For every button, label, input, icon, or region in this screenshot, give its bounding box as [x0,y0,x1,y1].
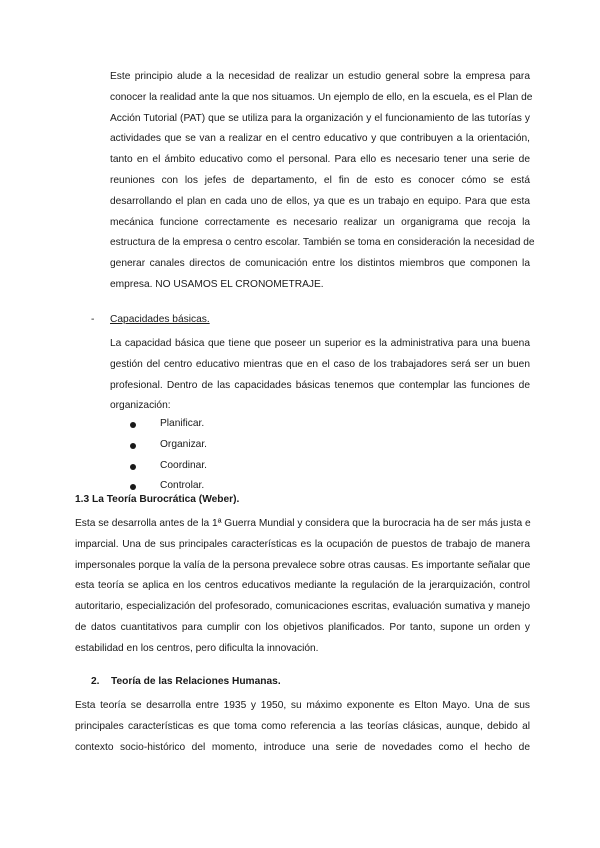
list-item-label: Coordinar. [160,459,208,471]
bullet-dot-icon [130,484,136,490]
text-line: impersonales porque la valía de la persona prevalece sobre otras causas. Es importante señalar que [75,559,531,571]
intro-paragraph [110,67,535,296]
section-1-3-heading: 1.3 La Teoría Burocrática (Weber). [75,494,240,505]
text-line: tanto en el ámbito educativo como el personal. Para ello es necesario tener una serie de [110,154,530,166]
text-line: reuniones con los jefes de departamento, el fin de esto es conocer cómo se está [110,174,530,186]
capacidades-paragraph [110,334,530,417]
text-line: empresa. NO USAMOS EL CRONOMETRAJE. [110,278,324,290]
section-title: Teoría de las Relaciones Humanas. [111,676,281,687]
text-line: Esta se desarrolla antes de la 1ª Guerra Mundial y considera que la burocracia ha de ser más justa e [75,518,531,529]
text-line: Acción Tutorial (PAT) que se utiliza para la organización y el funcionamiento de las tutorías y [110,112,530,124]
text-line: estabilidad en los centros, pero dificulta la innovación. [75,642,319,654]
capacidades-heading: Capacidades básicas. [110,314,210,325]
text-line: actividades que se van a realizar en el centro educativo y que contribuyen a la orientación, [110,133,530,145]
section-number: 2. [91,676,100,687]
text-line: autoritario, especialización del profesorado, comunicaciones escritas, evaluación sumativa y manejo [75,601,530,613]
section-2-paragraph [75,696,530,758]
list-item [130,414,207,435]
section-1-3-paragraph [75,514,530,660]
text-line: Este principio alude a la necesidad de realizar un estudio general sobre la empresa para [110,71,530,82]
bullet-dot-icon [130,443,136,449]
text-line: profesional. Dentro de las capacidades básicas tenemos que contemplar las funciones de [110,379,530,391]
text-line: desarrollando el plan en cada uno de ellos, ya que es un trabajo en equipo. Para que esta [110,195,530,207]
text-line: imparcial. Una de sus principales características es la ocupación de puestos de trabajo de manera [75,538,530,550]
bullet-dot-icon [130,464,136,470]
list-item [130,435,207,456]
text-line: principales características es que toma como referencia a las teorías clásicas, aunque, debido al [75,720,530,732]
text-line: conocer la realidad ante la que nos situamos. Un ejemplo de ello, en la escuela, es el Plan de [110,91,533,103]
text-line: de datos cuantitativos para cumplir con los objetivos planificados. Por tanto, supone un orden y [75,621,530,633]
functions-list [130,414,207,497]
list-item [130,456,207,477]
list-item-label: Controlar. [160,480,205,492]
text-line: mecánica funcione correctamente es necesario realizar un organigrama que recoja la [110,216,530,228]
dash-bullet: - [91,314,95,325]
section-2-heading [91,676,281,687]
list-item-label: Planificar. [160,418,205,429]
text-line: esta teoría se aplica en los centros educativos mediante la regulación de la jerarquización, control [75,580,530,592]
text-line: Esta teoría se desarrolla entre 1935 y 1950, su máximo exponente es Elton Mayo. Una de sus [75,700,530,711]
text-line: contexto socio-histórico del momento, introduce una serie de novedades como el hecho de [75,741,530,753]
text-line: La capacidad básica que tiene que poseer un superior es la administrativa para una buena [110,338,530,349]
bullet-dot-icon [130,422,136,428]
text-line: estructura de la empresa o centro escolar. También se toma en consideración la necesidad de [110,237,535,249]
text-line: generar canales directos de comunicación entre los distintos miembros que componen la [110,258,530,270]
list-item-label: Organizar. [160,438,207,450]
text-line: gestión del centro educativo mientras que en el caso de los trabajadores será ser un buen [110,358,530,370]
text-line: organización: [110,400,171,412]
